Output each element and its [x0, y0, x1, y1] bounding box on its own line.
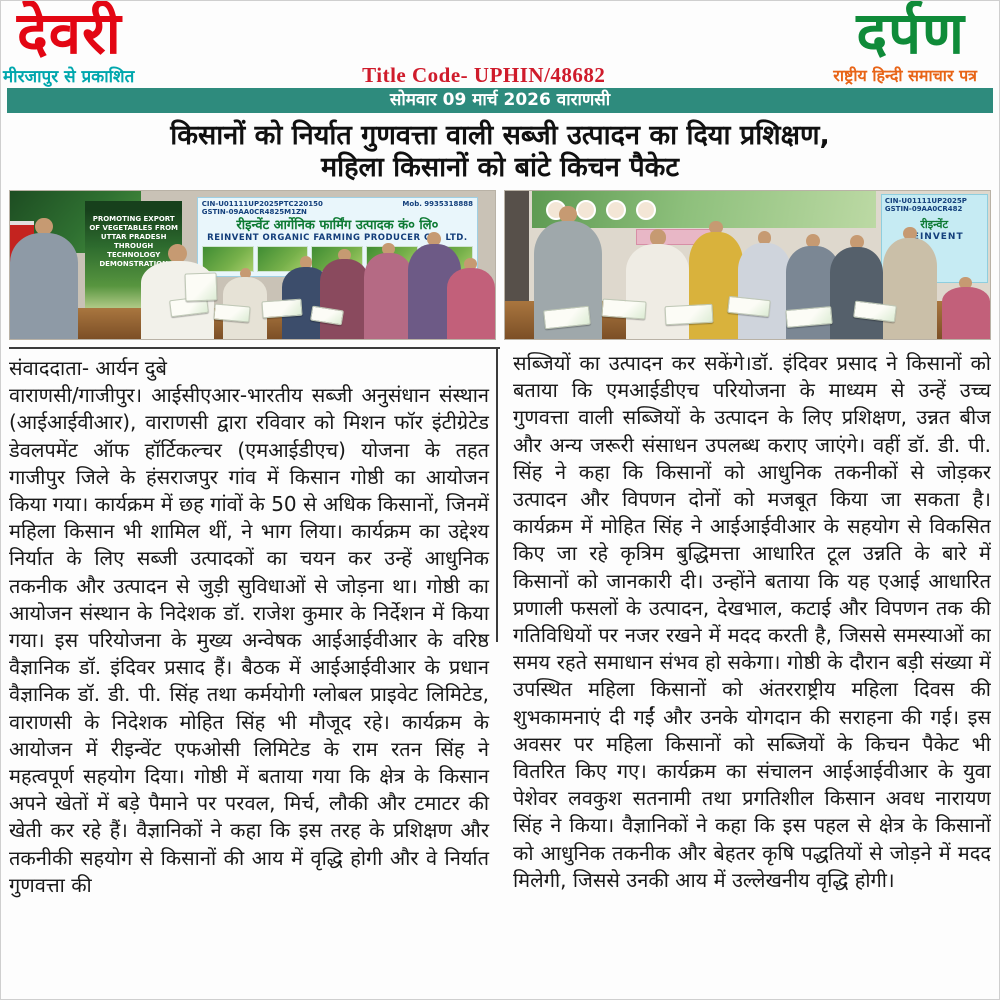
article-column-right: [500, 347, 991, 1000]
photo-right: [504, 190, 991, 340]
banner-gstin-text: GSTIN-09AA0CR4825M1ZN: [201, 207, 307, 216]
tissue-box: [184, 272, 217, 301]
headline-line-2: महिला किसानों को बांटे किचन पैकेट: [320, 152, 679, 183]
headline-line-1: किसानों को निर्यात गुणवत्ता वाली सब्जी उत्पादन का दिया प्रशिक्षण,: [170, 120, 830, 151]
photo-left: [9, 190, 496, 340]
person: [738, 231, 791, 339]
banner-brand-english: REINVENT: [904, 231, 964, 242]
article-headline: [9, 120, 991, 184]
banner-brand-hindi: रीइन्वेंट: [920, 217, 949, 231]
date-bar: सोमवार 09 मार्च 2026 वाराणसी: [7, 88, 993, 113]
byline: संवाददाता- आर्यन दुबे: [9, 356, 167, 380]
banner-cin-text: CIN-U01111UP2025P: [884, 196, 967, 205]
person: [942, 277, 991, 339]
tagline-label: राष्ट्रीय हिन्दी समाचार पत्र: [833, 66, 977, 85]
article-body: [9, 347, 991, 1000]
title-word-devri: देवरी: [17, 0, 122, 67]
banner-gstin-text: GSTIN-09AA0CR482: [884, 205, 963, 214]
person: [223, 268, 267, 339]
banner-face: [606, 200, 626, 220]
article-text-left: वाराणसी/गाजीपुर। आईसीएआर-भारतीय सब्जी अनुसंधान संस्थान (आईआईवीआर), वाराणसी द्वारा रविवार को मिशन फॉर इंटीग्रेटेड डेवलपमेंट ऑफ हॉर्टिकल्चर (एमआईडीएच) योजना के तहत गाजीपुर जिले के हंसराजपुर गांव में किसान गोष्ठी का आयोजन किया गया। कार्यक्रम में छह गांवों के 50 से अधिक किसानों, जिनमें महिला किसान भी शामिल थीं, ने भाग लिया। कार्यक्रम का उद्देश्य निर्यात के लिए सब्जी उत्पादकों का चयन कर उन्हें आधुनिक तकनीक और उत्पादन से जुड़ी सुविधाओं से जोड़ना था। गोष्ठी का आयोजन संस्थान के निदेशक डॉ. राजेश कुमार के निर्देशन में किया गया। इस परियोजना के मुख्य अन्वेषक आईआईवीआर के वरिष्ठ वैज्ञानिक डॉ. इंदिवर प्रसाद हैं। बैठक में आईआईवीआर के प्रधान वैज्ञानिक डॉ. डी. पी. सिंह तथा कर्मयोगी ग्लोबल प्राइवेट लिमिटेड, वाराणसी के निदेशक मोहित सिंह भी मौजूद रहे। कार्यक्रम के आयोजन में रीइन्वेंट एफओसी लिमिटेड के राम रतन सिंह ने महत्वपूर्ण सहयोग दिया। गोष्ठी में बताया गया कि क्षेत्र के किसान अपने खेतों में बड़े पैमाने पर परवल, मिर्च, लौकी और टमाटर की खेती कर रहे हैं। वैज्ञानिकों ने कहा कि इस तरह के प्रशिक्षण और तकनीकी सहयोग से किसानों की आय में वृद्धि होगी और वे निर्यात गुणवत्ता की: [9, 383, 489, 897]
column-divider-rule: [496, 347, 498, 642]
masthead-subtitle-row: [1, 64, 999, 86]
kitchen-packet: [665, 304, 714, 325]
article-text-right: सब्जियों का उत्पादन कर सकेंगे।डॉ. इंदिवर प्रसाद ने किसानों को बताया कि एमआईडीएच परियोजना के माध्यम से उन्हें उच्च गुणवत्ता वाली सब्जियों के उत्पादन के लिए प्रशिक्षण, उन्नत बीज और अन्य जरूरी संसाधन उपलब्ध कराए जाएंगे। वहीं डॉ. डी. पी. सिंह ने कहा कि किसानों को आधुनिक तकनीकों से जोड़कर उत्पादन और विपणन दोनों को मजबूत किया जा सकता है। कार्यक्रम में मोहित सिंह ने आईआईवीआर के सहयोग से विकसित किए जा रहे कृत्रिम बुद्धिमत्ता आधारित टूल उन्नति के बारे में किसानों को जानकारी दी। उन्होंने बताया कि यह एआई आधारित प्रणाली फसलों के उत्पादन, देखभाल, कटाई और विपणन तक की गतिविधियों पर नजर रखने में मदद करती है, जिससे समस्याओं का समय रहते समाधान संभव हो सकेगा। गोष्ठी के दौरान बड़ी संख्या में उपस्थित महिला किसानों को अंतरराष्ट्रीय महिला दिवस की शुभकामनाएं दी गईं और उनके योगदान की सराहना की गई। इस अवसर पर महिला किसानों को सब्जियों के किचन पैकेट भी वितरित किए गए। कार्यक्रम का संचालन आईआईवीआर के युवा पेशेवर लवकुश सतनामी तथा प्रगतिशील किसान अवध नारायण सिंह ने किया। वैज्ञानिकों ने कहा कि इस पहल से क्षेत्र के किसानों को आधुनिक तकनीक और बेहतर कृषि पद्धतियों से जोड़ने में मदद मिलेगी, जिससे उनकी आय में उल्लेखनीय वृद्धि होगी।: [513, 351, 991, 892]
person: [447, 258, 496, 339]
seed-packet: [213, 304, 250, 323]
person: [830, 235, 883, 339]
banner-cin-text: CIN-U01111UP2025PTC220150: [201, 199, 323, 208]
article-column-left: [9, 347, 500, 1000]
person: [320, 249, 369, 339]
title-code-label: Title Code- UPHIN/48682: [362, 62, 606, 87]
photo-row: [1, 190, 999, 340]
banner-mob-text: Mob. 9935318888: [402, 199, 474, 208]
banner-registration-row: [202, 200, 473, 208]
masthead: [1, 1, 999, 113]
person: [364, 243, 413, 339]
banner-face: [636, 200, 656, 220]
standee-banner-text: PROMOTING EXPORT OF VEGETABLES FROM UTTAR PRADESH THROUGH TECHNOLOGY DEMONSTRATION: [89, 215, 179, 269]
published-from-label: मीरजापुर से प्रकाशित: [3, 66, 135, 87]
kitchen-packet: [786, 306, 833, 328]
seed-packet: [262, 298, 303, 318]
newspaper-title: [1, 0, 999, 67]
kitchen-packet: [601, 299, 646, 320]
person: [10, 218, 78, 339]
banner-company-english: REINVENT ORGANIC FARMING PRODUCER CO. LTD.: [207, 232, 468, 243]
title-word-darpan: दर्पण: [856, 0, 965, 67]
banner-company-hindi: रीइन्वेंट आर्गेनिक फार्मिंग उत्पादक कं० लि०: [236, 217, 439, 233]
banner-gstin-row: [202, 208, 473, 216]
